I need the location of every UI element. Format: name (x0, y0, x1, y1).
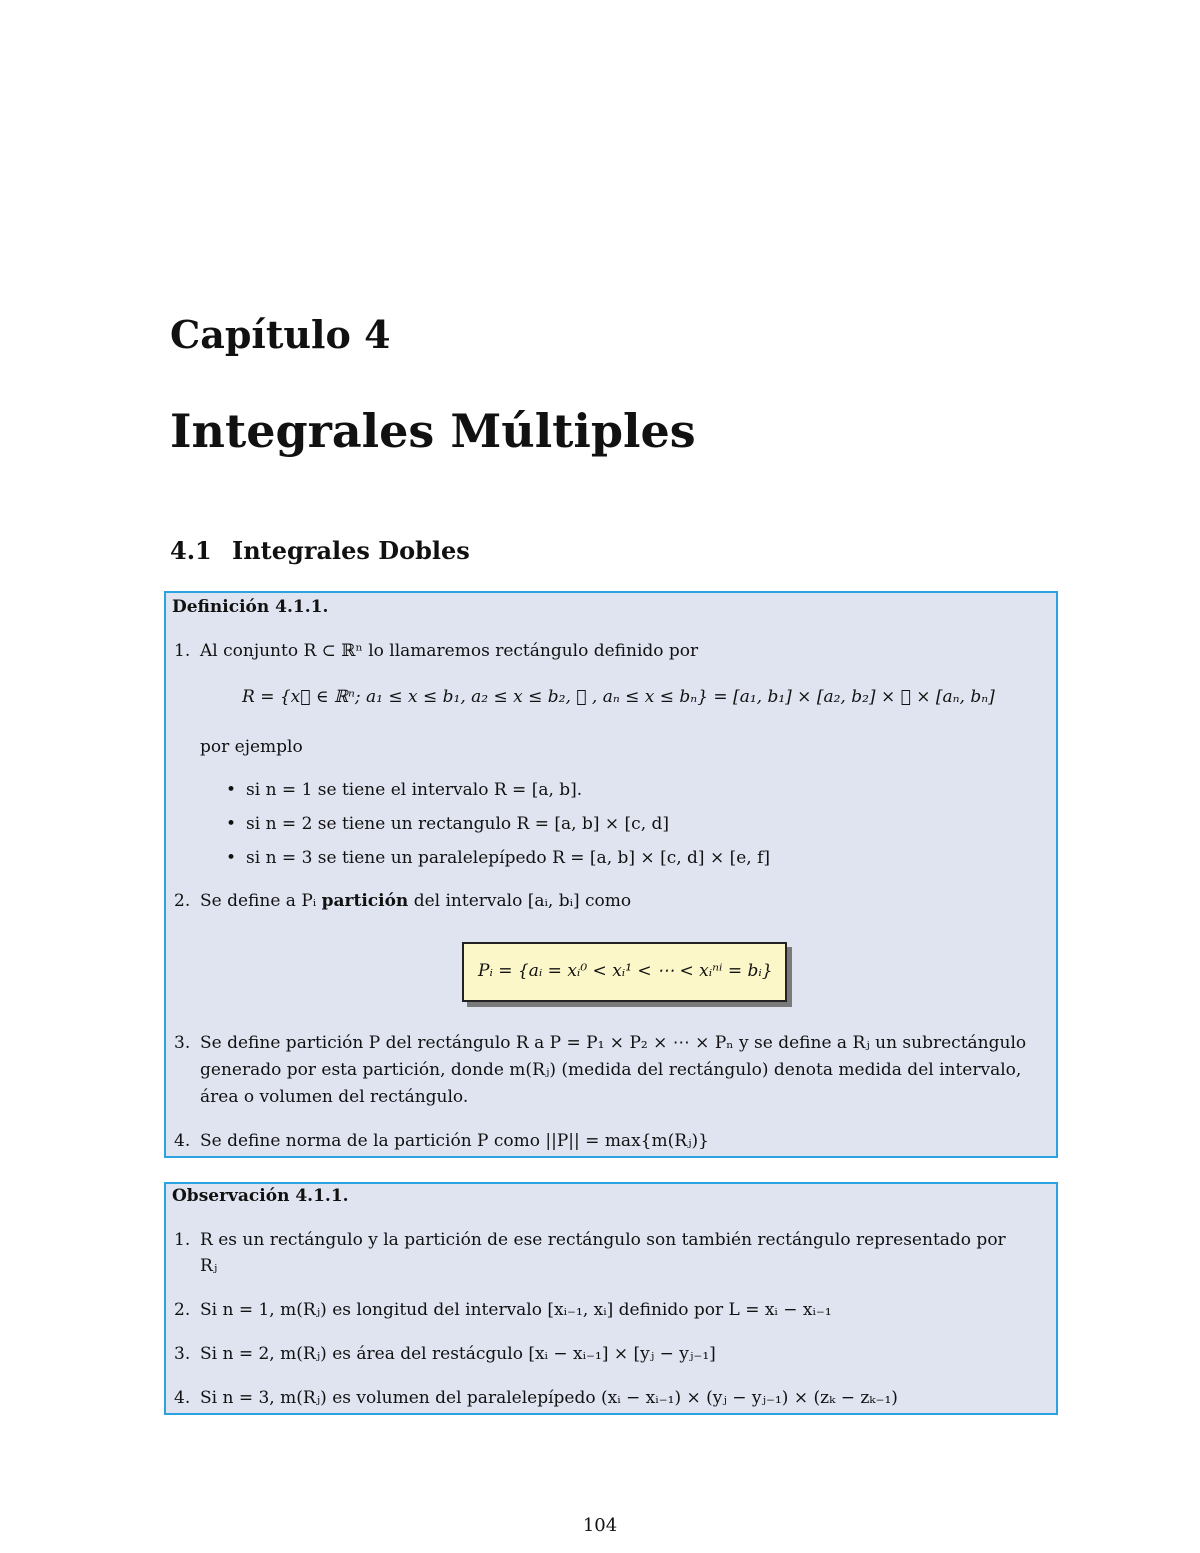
item-2-bold-term: partición (321, 891, 409, 911)
observation-item-4: Si n = 3, m(Rⱼ) es volumen del paralelepípedo (xᵢ − xᵢ₋₁) × (yⱼ − yⱼ₋₁) × (zₖ − zₖ₋₁) (200, 1388, 898, 1408)
item-number: 4. (174, 1388, 191, 1408)
rectangle-set-equation: R = {x⃗ ∈ ℝⁿ; a₁ ≤ x ≤ b₁, a₂ ≤ x ≤ b₂, ⋯ , aₙ ≤ x ≤ bₙ} = [a₁, b₁] × [a₂, b₂] × ⋯ × [aₙ, bₙ] (242, 687, 995, 707)
bullet-icon: • (226, 848, 237, 868)
item-number: 3. (174, 1033, 191, 1053)
observation-item-3: Si n = 2, m(Rⱼ) es área del restácgulo [xᵢ − xᵢ₋₁] × [yⱼ − yⱼ₋₁] (200, 1344, 716, 1364)
definition-item-3-line: generado por esta partición, donde m(Rⱼ) (medida del rectángulo) denota medida del intervalo, (200, 1060, 1022, 1080)
highlighted-formula-box (462, 942, 787, 1002)
bullet-item: si n = 2 se tiene un rectangulo R = [a, b] × [c, d] (246, 814, 670, 834)
definition-item-3-line: área o volumen del rectángulo. (200, 1087, 469, 1107)
chapter-label: Capítulo 4 (170, 312, 391, 357)
item-number: 1. (174, 641, 191, 661)
bullet-item: si n = 3 se tiene un paralelepípedo R = [a, b] × [c, d] × [e, f] (246, 848, 771, 868)
item-number: 2. (174, 891, 191, 911)
observation-item-1-line: R es un rectángulo y la partición de ese rectángulo son también rectángulo representado por (200, 1230, 1006, 1250)
definition-box (164, 591, 1058, 1158)
observation-item-2: Si n = 1, m(Rⱼ) es longitud del intervalo [xᵢ₋₁, xᵢ] definido por L = xᵢ − xᵢ₋₁ (200, 1300, 832, 1320)
observation-item-1-line: Rⱼ (200, 1256, 218, 1276)
item-number: 1. (174, 1230, 191, 1250)
bullet-item: si n = 1 se tiene el intervalo R = [a, b]. (246, 780, 583, 800)
chapter-title: Integrales Múltiples (170, 404, 696, 458)
section-title (170, 536, 470, 565)
observation-box (164, 1182, 1058, 1415)
observation-heading: Observación 4.1.1. (172, 1186, 349, 1206)
partition-formula: Pᵢ = {aᵢ = xᵢ⁰ < xᵢ¹ < ⋯ < xᵢⁿⁱ = bᵢ} (478, 961, 773, 981)
definition-heading: Definición 4.1.1. (172, 597, 329, 617)
definition-item-4: Se define norma de la partición P como ||P|| = max{m(Rⱼ)} (200, 1131, 709, 1151)
definition-item-1: Al conjunto R ⊂ ℝⁿ lo llamaremos rectángulo definido por (200, 641, 699, 661)
page-number: 104 (582, 1515, 618, 1536)
item-2-prefix: Se define a Pᵢ (200, 891, 322, 911)
item-number: 3. (174, 1344, 191, 1364)
bullet-icon: • (226, 814, 237, 834)
item-2-suffix: del intervalo [aᵢ, bᵢ] como (408, 891, 632, 911)
item-number: 4. (174, 1131, 191, 1151)
definition-item-2 (200, 891, 631, 911)
section-number: 4.1 (170, 536, 212, 565)
definition-item-3-line: Se define partición P del rectángulo R a P = P₁ × P₂ × ⋯ × Pₙ y se define a Rⱼ un subrectángulo (200, 1033, 1027, 1053)
bullet-icon: • (226, 780, 237, 800)
section-title-text: Integrales Dobles (232, 536, 470, 565)
item-number: 2. (174, 1300, 191, 1320)
example-intro: por ejemplo (200, 737, 303, 757)
